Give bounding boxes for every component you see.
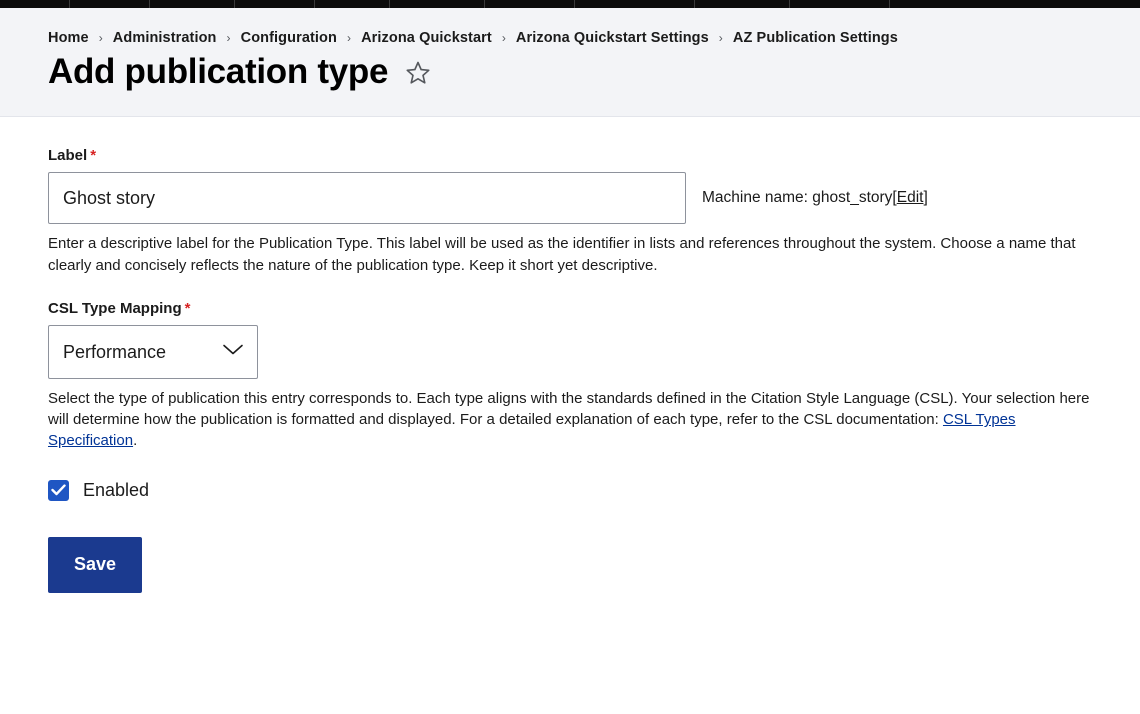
admin-toolbar-item[interactable] xyxy=(235,0,315,8)
admin-toolbar-item[interactable] xyxy=(485,0,575,8)
admin-toolbar-item[interactable] xyxy=(390,0,485,8)
breadcrumb-item-home[interactable]: Home xyxy=(48,30,89,46)
csl-field-label-text: CSL Type Mapping xyxy=(48,299,182,317)
csl-field-group xyxy=(48,300,1092,452)
admin-toolbar[interactable] xyxy=(0,0,1140,8)
bracket-close: ] xyxy=(923,189,928,207)
admin-toolbar-item[interactable] xyxy=(790,0,890,8)
star-outline-icon[interactable] xyxy=(404,59,432,92)
required-marker: * xyxy=(184,299,191,317)
csl-types-specification-link[interactable]: CSL Types Specification xyxy=(48,411,1016,450)
required-marker: * xyxy=(90,147,97,165)
enabled-checkbox-label: Enabled xyxy=(83,479,150,500)
label-field-label xyxy=(48,147,1092,164)
label-input[interactable] xyxy=(48,172,686,224)
page-title: Add publication type xyxy=(48,52,389,91)
admin-toolbar-item[interactable] xyxy=(150,0,235,8)
page-header xyxy=(0,8,1140,117)
csl-field-label xyxy=(48,300,1092,317)
label-field-label-text: Label xyxy=(48,147,88,165)
admin-toolbar-item[interactable] xyxy=(695,0,790,8)
checkmark-icon xyxy=(51,484,66,496)
breadcrumb-item-administration[interactable]: Administration xyxy=(112,30,217,46)
csl-description-part1: Select the type of publication this entry corresponds to. Each type aligns with the standards defined in the Citation Style Language (CSL). Your selection here will determine how the publication is formatted and displayed. For a detailed explanation of each type, refer to the CSL documentation: xyxy=(48,389,1090,429)
csl-field-description xyxy=(48,388,1092,452)
csl-select-wrapper xyxy=(48,325,258,379)
bracket-open: [ xyxy=(892,189,897,207)
title-row xyxy=(48,52,1092,92)
label-field-group xyxy=(48,147,1092,276)
breadcrumb-item-arizona-quickstart-settings[interactable]: Arizona Quickstart Settings xyxy=(515,30,709,46)
breadcrumb-separator: › xyxy=(501,31,506,45)
breadcrumb-item-configuration[interactable]: Configuration xyxy=(240,30,337,46)
admin-toolbar-item[interactable] xyxy=(315,0,390,8)
machine-name-value: ghost_story xyxy=(812,189,893,207)
breadcrumb-separator: › xyxy=(98,31,103,45)
enabled-checkbox-row[interactable] xyxy=(48,480,1092,501)
form-content xyxy=(0,117,1140,592)
admin-toolbar-item[interactable] xyxy=(575,0,695,8)
breadcrumb xyxy=(48,30,1092,46)
machine-name-display xyxy=(702,189,928,207)
machine-name-prefix: Machine name: xyxy=(702,189,813,207)
machine-name-edit-link[interactable]: Edit xyxy=(896,189,924,207)
csl-description-part2: . xyxy=(133,432,138,450)
breadcrumb-item-arizona-quickstart[interactable]: Arizona Quickstart xyxy=(361,30,492,46)
save-button[interactable]: Save xyxy=(48,537,142,593)
csl-type-select[interactable] xyxy=(48,325,258,379)
breadcrumb-separator: › xyxy=(226,31,231,45)
admin-toolbar-item[interactable] xyxy=(70,0,150,8)
breadcrumb-item-az-publication-settings[interactable]: AZ Publication Settings xyxy=(732,30,898,46)
label-field-description: Enter a descriptive label for the Publication Type. This label will be used as the identifier in lists and references throughout the system. Choose a name that clearly and concisely reflects the nature of the publication type. Keep it short yet descriptive. xyxy=(48,235,1076,274)
admin-toolbar-item[interactable] xyxy=(0,0,70,8)
breadcrumb-separator: › xyxy=(718,31,723,45)
breadcrumb-separator: › xyxy=(346,31,352,45)
label-input-row xyxy=(48,172,1092,224)
enabled-checkbox[interactable] xyxy=(48,480,69,501)
